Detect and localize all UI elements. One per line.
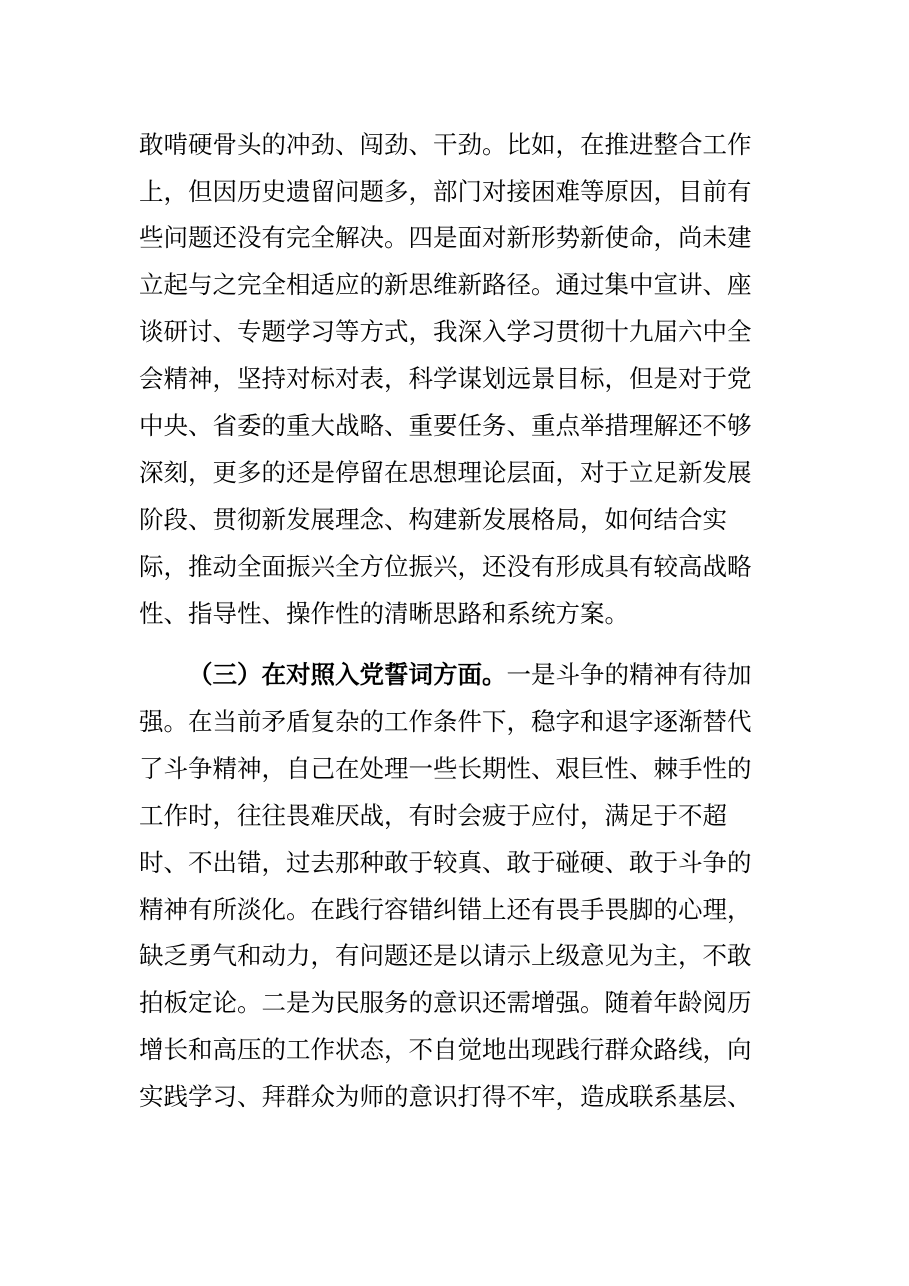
paragraph-1-line-4: 立起与之完全相适应的新思维新路径。通过集中宣讲、座 <box>139 270 752 299</box>
paragraph-2-line-6: 精神有所淡化。在践行容错纠错上还有畏手畏脚的心理， <box>139 895 752 924</box>
paragraph-2-line-9: 增长和高压的工作状态，不自觉地出现践行群众路线，向 <box>139 1035 752 1064</box>
paragraph-2-line-1 <box>188 651 788 699</box>
paragraph-1-line-2: 上，但因历史遗留问题多，部门对接困难等原因，目前有 <box>139 177 752 206</box>
paragraph-2-line-4: 工作时，往往畏难厌战，有时会疲于应付，满足于不超 <box>139 801 727 830</box>
paragraph-2-line-10: 实践学习、拜群众为师的意识打得不牢，造成联系基层、 <box>139 1082 752 1111</box>
section-heading: （三）在对照入党誓词方面。 <box>188 660 507 689</box>
paragraph-1-line-11: 性、指导性、操作性的清晰思路和系统方案。 <box>139 599 629 628</box>
paragraph-2-line-8: 拍板定论。二是为民服务的意识还需增强。随着年龄阅历 <box>139 988 752 1017</box>
paragraph-1-line-9: 阶段、贯彻新发展理念、构建新发展格局，如何结合实 <box>139 505 727 534</box>
paragraph-1-line-7: 中央、省委的重大战略、重要任务、重点举措理解还不够 <box>139 411 752 440</box>
paragraph-1-line-6: 会精神，坚持对标对表，科学谋划远景目标，但是对于党 <box>139 364 752 393</box>
paragraph-2-line-5: 时、不出错，过去那种敢于较真、敢于碰硬、敢于斗争的 <box>139 848 752 877</box>
paragraph-1-line-5: 谈研讨、专题学习等方式，我深入学习贯彻十九届六中全 <box>139 317 752 346</box>
paragraph-2-line-7: 缺乏勇气和动力，有问题还是以请示上级意见为主，不敢 <box>139 941 752 970</box>
paragraph-1-line-8: 深刻，更多的还是停留在思想理论层面，对于立足新发展 <box>139 458 752 487</box>
paragraph-1-line-10: 际，推动全面振兴全方位振兴，还没有形成具有较高战略 <box>139 552 752 581</box>
paragraph-2-line-3: 了斗争精神，自己在处理一些长期性、艰巨性、棘手性的 <box>139 754 752 783</box>
paragraph-1-line-1: 敢啃硬骨头的冲劲、闯劲、干劲。比如，在推进整合工作 <box>139 130 752 159</box>
paragraph-2-line-1-rest: 一是斗争的精神有待加 <box>506 660 752 689</box>
paragraph-2-line-2: 强。在当前矛盾复杂的工作条件下，稳字和退字逐渐替代 <box>139 707 752 736</box>
paragraph-1-line-3: 些问题还没有完全解决。四是面对新形势新使命，尚未建 <box>139 223 752 252</box>
